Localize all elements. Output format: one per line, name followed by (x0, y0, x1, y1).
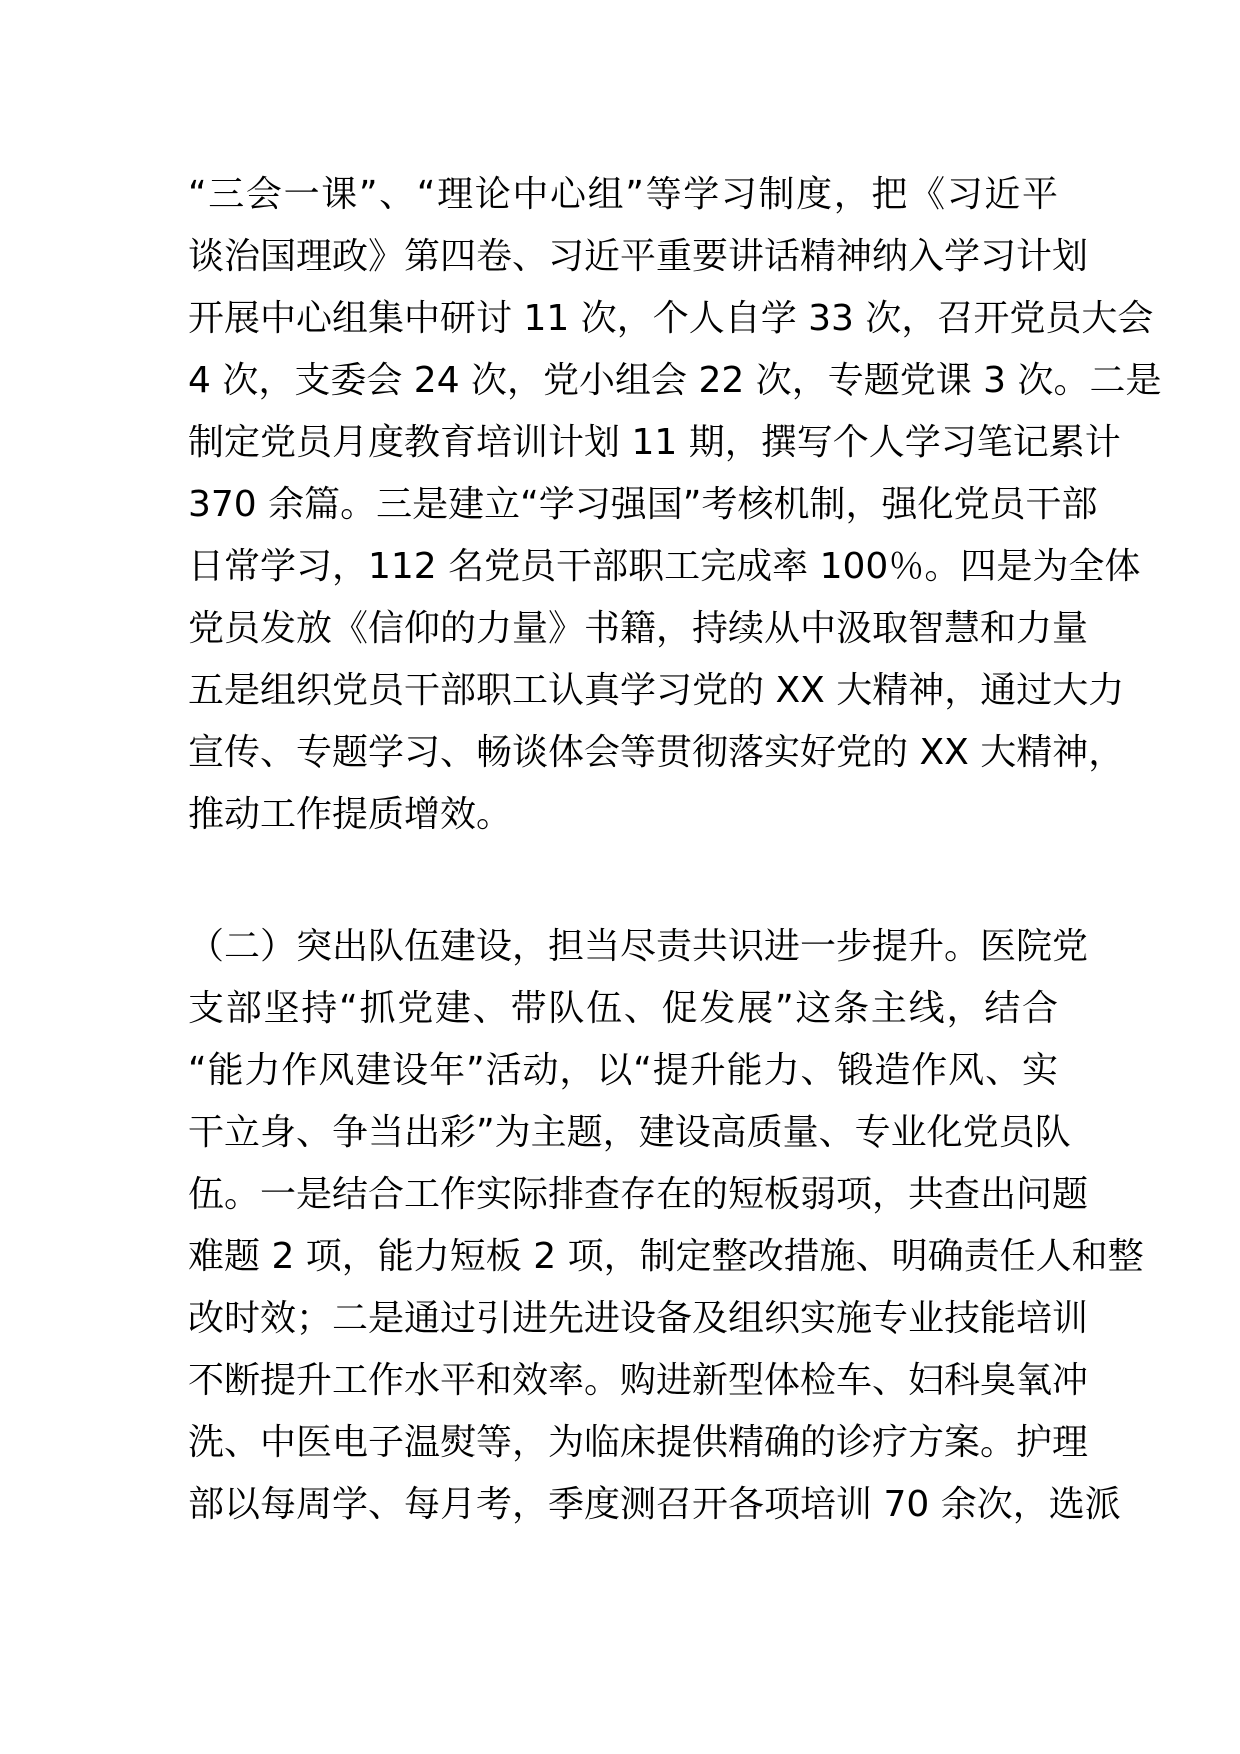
text-line: 改时效；二是通过引进先进设备及组织实施专业技能培训 (188, 1298, 1089, 1339)
text-line: 宣传、专题学习、畅谈体会等贯彻落实好党的 XX 大精神， (188, 732, 1125, 773)
text-line: “能力作风建设年”活动，以“提升能力、锻造作风、实 (188, 1050, 1058, 1091)
text-line: 伍。一是结合工作实际排查存在的短板弱项，共查出问题 (188, 1174, 1089, 1215)
paragraph-gap (188, 846, 1058, 916)
text-line: 日常学习，112 名党员干部职工完成率 100％。四是为全体 (188, 546, 1141, 587)
paragraph-team-building (188, 916, 1144, 1536)
text-line: 开展中心组集中研讨 11 次，个人自学 33 次，召开党员大会 (188, 298, 1154, 339)
text-line: 干立身、争当出彩”为主题，建设高质量、专业化党员队 (188, 1112, 1071, 1153)
text-line: 支部坚持“抓党建、带队伍、促发展”这条主线，结合 (188, 988, 1058, 1029)
text-line: 五是组织党员干部职工认真学习党的 XX 大精神，通过大力 (188, 670, 1125, 711)
document-page (188, 164, 1162, 1536)
text-line: “三会一课”、“理论中心组”等学习制度，把《习近平 (188, 174, 1058, 215)
text-line: 谈治国理政》第四卷、习近平重要讲话精神纳入学习计划 (188, 236, 1089, 277)
text-line: 370 余篇。三是建立“学习强国”考核机制，强化党员干部 (188, 484, 1098, 525)
text-line: 党员发放《信仰的力量》书籍，持续从中汲取智慧和力量 (188, 608, 1089, 649)
text-line: 难题 2 项，能力短板 2 项，制定整改措施、明确责任人和整 (188, 1236, 1144, 1277)
text-line: 洗、中医电子温熨等，为临床提供精确的诊疗方案。护理 (188, 1422, 1089, 1463)
text-line: （二）突出队伍建设，担当尽责共识进一步提升。医院党 (188, 926, 1089, 967)
paragraph-study-system (188, 164, 1162, 846)
text-line: 不断提升工作水平和效率。购进新型体检车、妇科臭氧冲 (188, 1360, 1089, 1401)
text-line: 推动工作提质增效。 (188, 794, 513, 835)
text-line: 4 次，支委会 24 次，党小组会 22 次，专题党课 3 次。二是 (188, 360, 1162, 401)
text-line: 制定党员月度教育培训计划 11 期，撰写个人学习笔记累计 (188, 422, 1121, 463)
text-line: 部以每周学、每月考，季度测召开各项培训 70 余次，选派 (188, 1484, 1121, 1525)
